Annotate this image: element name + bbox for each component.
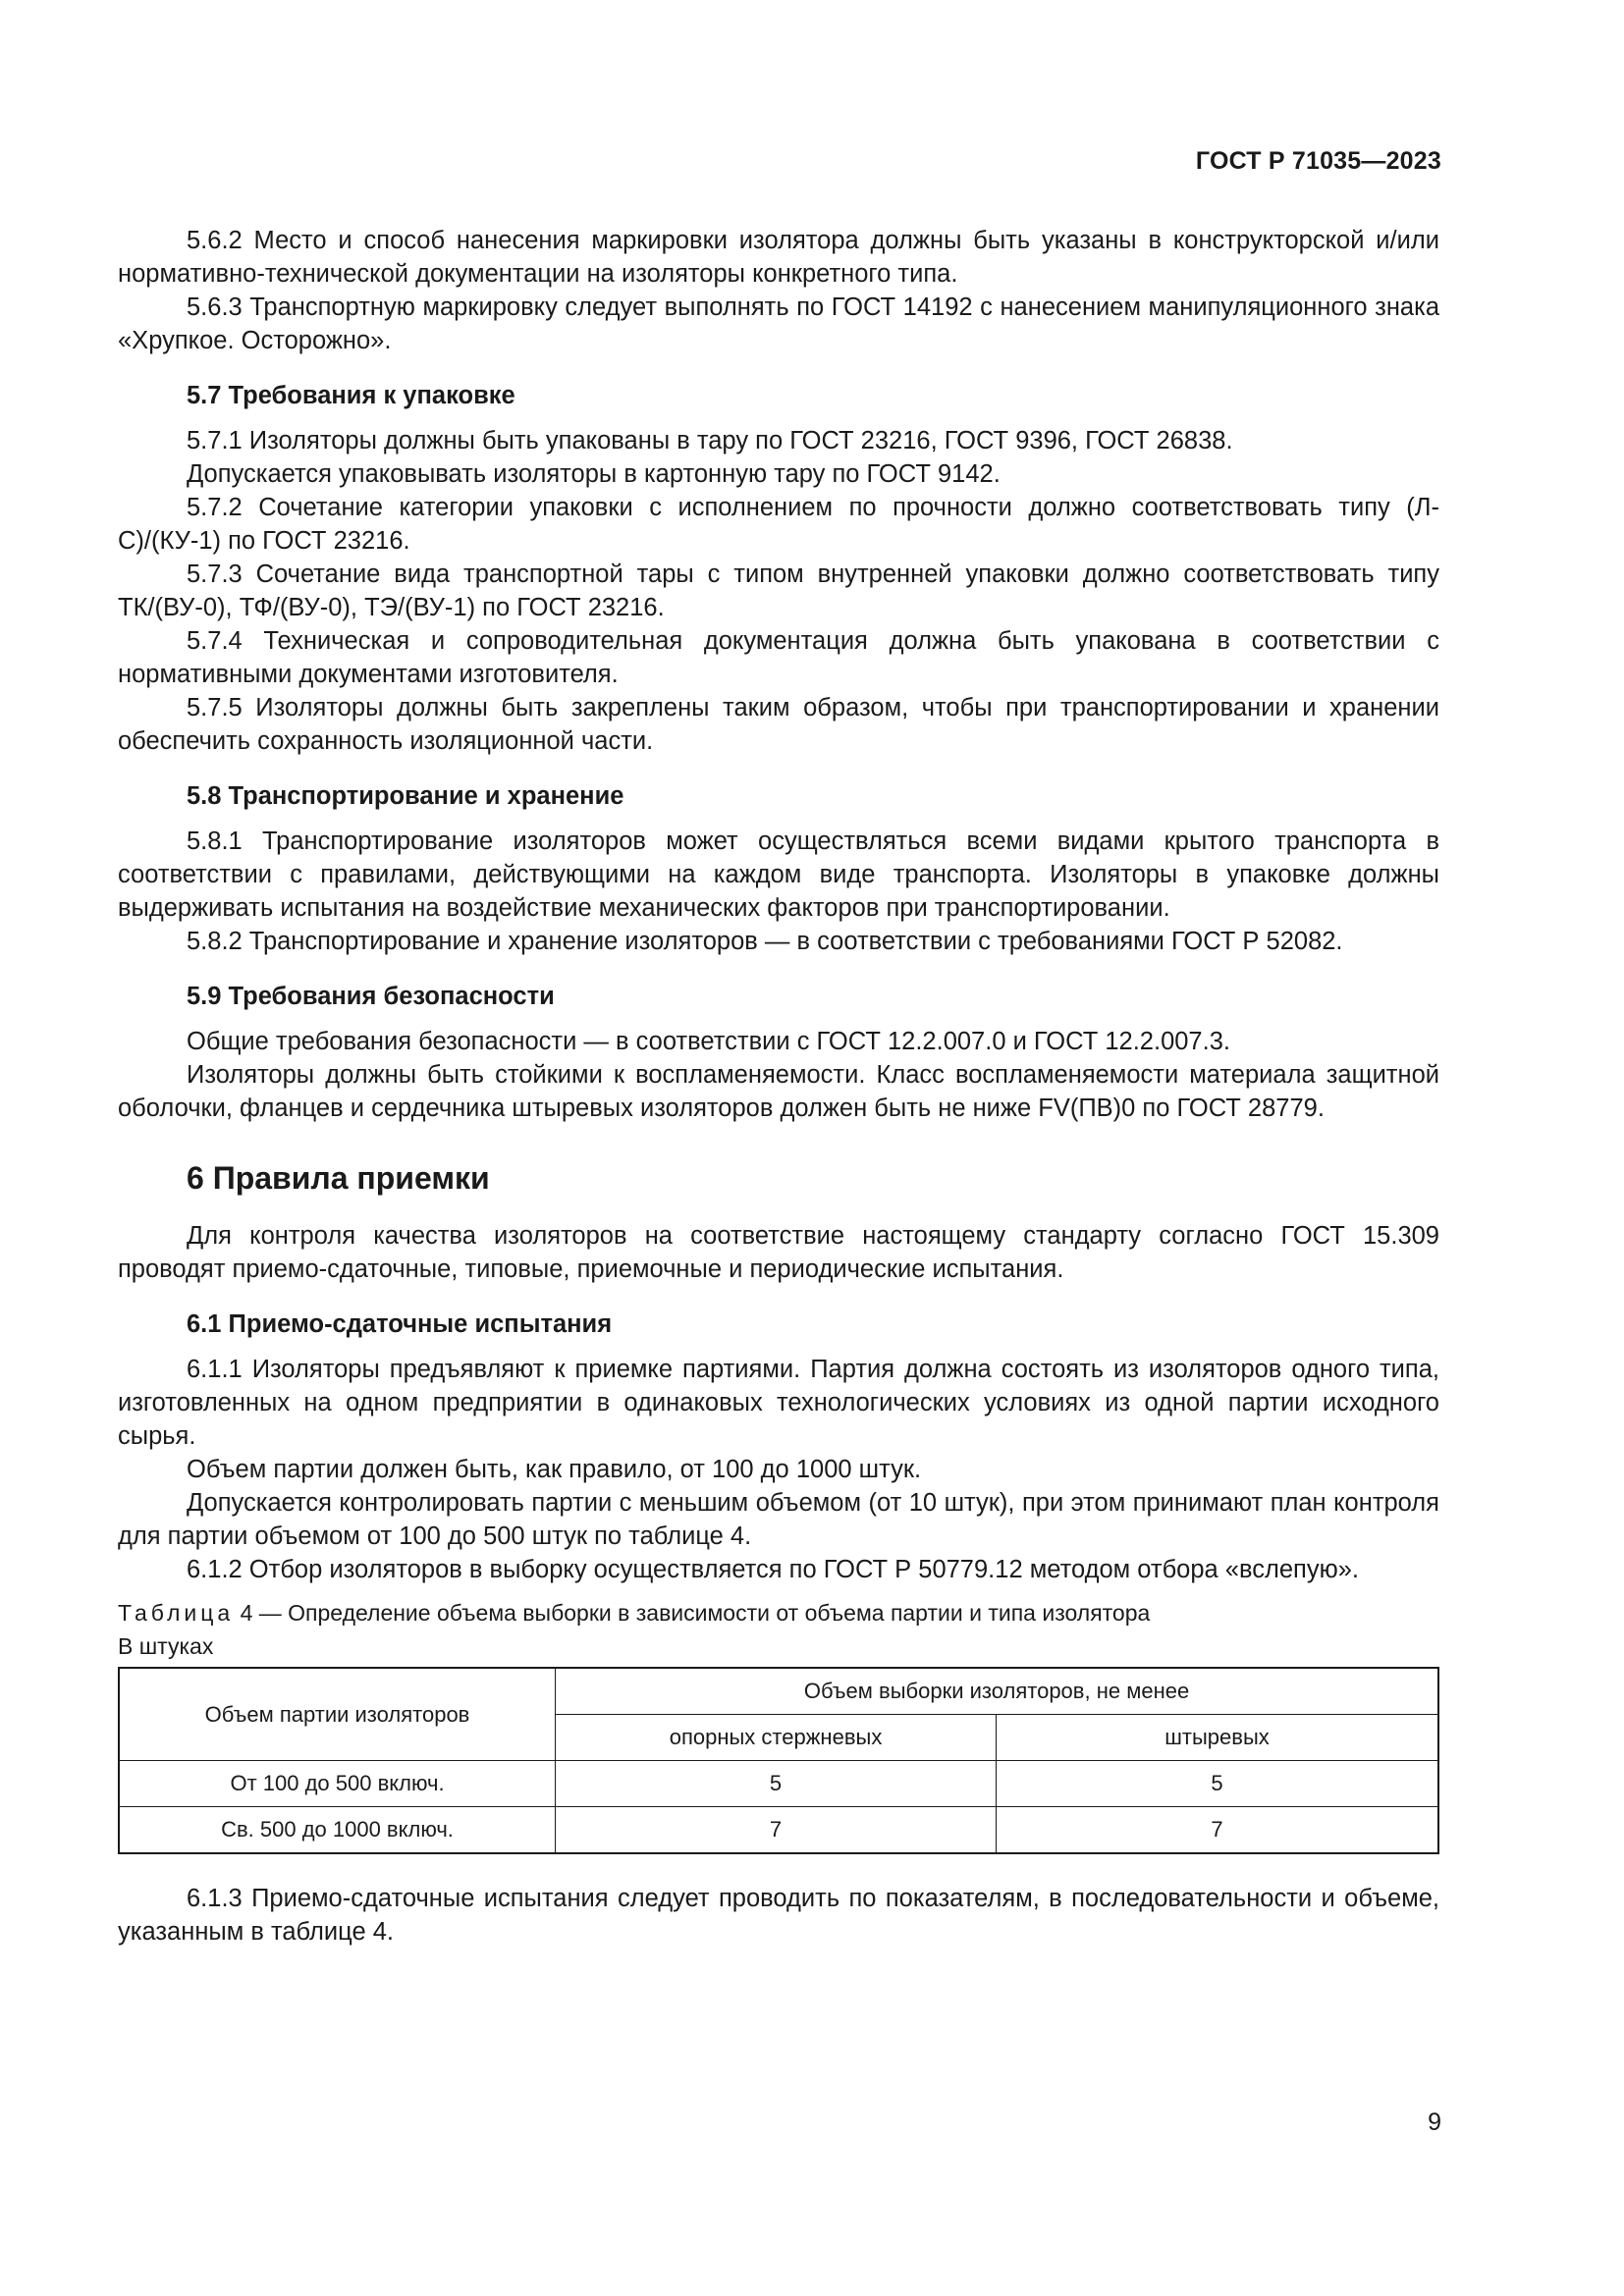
paragraph-5-6-3: 5.6.3 Транспортную маркировку следует выполнять по ГОСТ 14192 с нанесением манипуляционного знака «Хрупкое. Осторожно». <box>118 294 1439 354</box>
paragraph-5-8-1: 5.8.1 Транспортирование изоляторов может осуществляться всеми видами крытого транспорта в соответствии с правилами, действующими на каждом виде транспорта. Изоляторы в упаковке должны выдерживать испытания на воздействие механических факторов при транспортировании. <box>118 828 1439 922</box>
table-header-row <box>119 1668 1438 1715</box>
table-caption-text: 4 — Определение объема выборки в зависимости от объема партии и типа изолятора <box>240 1600 1151 1626</box>
section-heading-5-8: 5.8 Транспортирование и хранение <box>187 782 624 810</box>
paragraph-5-6-2: 5.6.2 Место и способ нанесения маркировки изолятора должны быть указаны в конструкторской и/или нормативно-технической документации на изоляторы конкретного типа. <box>118 227 1439 288</box>
paragraph-5-7-1-cont: Допускается упаковывать изоляторы в картонную тару по ГОСТ 9142. <box>187 460 1001 488</box>
cell-pin: 7 <box>997 1807 1438 1854</box>
table-row <box>119 1761 1438 1807</box>
cell-rod: 7 <box>556 1807 997 1854</box>
paragraph-6-1-3: 6.1.3 Приемо-сдаточные испытания следует проводить по показателям, в последовательности и объеме, указанным в таблице 4. <box>118 1885 1439 1946</box>
header-pin-insulators: штыревых <box>997 1715 1438 1761</box>
table-caption-label: Таблица <box>118 1600 235 1626</box>
paragraph-5-9-flammability: Изоляторы должны быть стойкими к воспламеняемости. Класс воспламеняемости материала защитной оболочки, фланцев и сердечника штыревых изоляторов должен быть не ниже FV(ПВ)0 по ГОСТ 28779. <box>118 1061 1439 1122</box>
paragraph-5-7-2: 5.7.2 Сочетание категории упаковки с исполнением по прочности должно соответствовать типу (Л-С)/(КУ-1) по ГОСТ 23216. <box>118 494 1439 555</box>
page-number: 9 <box>1428 2109 1441 2136</box>
cell-batch: От 100 до 500 включ. <box>119 1761 556 1807</box>
paragraph-5-7-3: 5.7.3 Сочетание вида транспортной тары с типом внутренней упаковки должно соответствовать типу ТК/(ВУ-0), ТФ/(ВУ-0), ТЭ/(ВУ-1) по ГОСТ 23216. <box>118 561 1439 621</box>
paragraph-5-7-1: 5.7.1 Изоляторы должны быть упакованы в тару по ГОСТ 23216, ГОСТ 9396, ГОСТ 26838. <box>187 427 1233 454</box>
table-caption <box>118 1596 1439 1629</box>
header-rod-insulators: опорных стержневых <box>556 1715 997 1761</box>
sample-size-table <box>118 1667 1439 1854</box>
paragraph-6-1-1: 6.1.1 Изоляторы предъявляют к приемке партиями. Партия должна состоять из изоляторов одного типа, изготовленных на одном предприятии в одинаковых технологических условиях из одной партии исходного сырья. <box>118 1356 1439 1450</box>
chapter-heading-6: 6 Правила приемки <box>187 1160 490 1196</box>
header-batch-volume: Объем партии изоляторов <box>119 1668 556 1761</box>
paragraph-6-intro: Для контроля качества изоляторов на соответствие настоящему стандарту согласно ГОСТ 15.309 проводят приемо-сдаточные, типовые, приемочные и периодические испытания. <box>118 1222 1439 1283</box>
table-row <box>119 1807 1438 1854</box>
paragraph-5-7-5: 5.7.5 Изоляторы должны быть закреплены таким образом, чтобы при транспортировании и хранении обеспечить сохранность изоляционной части. <box>118 694 1439 755</box>
cell-rod: 5 <box>556 1761 997 1807</box>
paragraph-5-8-2: 5.8.2 Транспортирование и хранение изоляторов — в соответствии с требованиями ГОСТ Р 52082. <box>187 928 1343 955</box>
cell-batch: Св. 500 до 1000 включ. <box>119 1807 556 1854</box>
header-sample-volume: Объем выборки изоляторов, не менее <box>556 1668 1438 1715</box>
paragraph-5-7-4: 5.7.4 Техническая и сопроводительная документация должна быть упакована в соответствии с нормативными документами изготовителя. <box>118 627 1439 688</box>
document-designation: ГОСТ Р 71035—2023 <box>1195 147 1441 175</box>
table-units: В штуках <box>118 1633 214 1659</box>
section-heading-5-9: 5.9 Требования безопасности <box>187 983 555 1010</box>
section-heading-5-7: 5.7 Требования к упаковке <box>187 382 515 409</box>
section-heading-6-1: 6.1 Приемо-сдаточные испытания <box>187 1310 613 1338</box>
paragraph-6-1-2: 6.1.2 Отбор изоляторов в выборку осуществляется по ГОСТ Р 50779.12 методом отбора «вслепую». <box>187 1556 1360 1583</box>
paragraph-5-9-general: Общие требования безопасности — в соответствии с ГОСТ 12.2.007.0 и ГОСТ 12.2.007.3. <box>187 1028 1230 1055</box>
paragraph-6-1-1-volume: Объем партии должен быть, как правило, от 100 до 1000 штук. <box>187 1456 922 1483</box>
page-body <box>118 224 1439 1949</box>
cell-pin: 5 <box>997 1761 1438 1807</box>
paragraph-6-1-1-smaller: Допускается контролировать партии с меньшим объемом (от 10 штук), при этом принимают план контроля для партии объемом от 100 до 500 штук по таблице 4. <box>118 1489 1439 1550</box>
